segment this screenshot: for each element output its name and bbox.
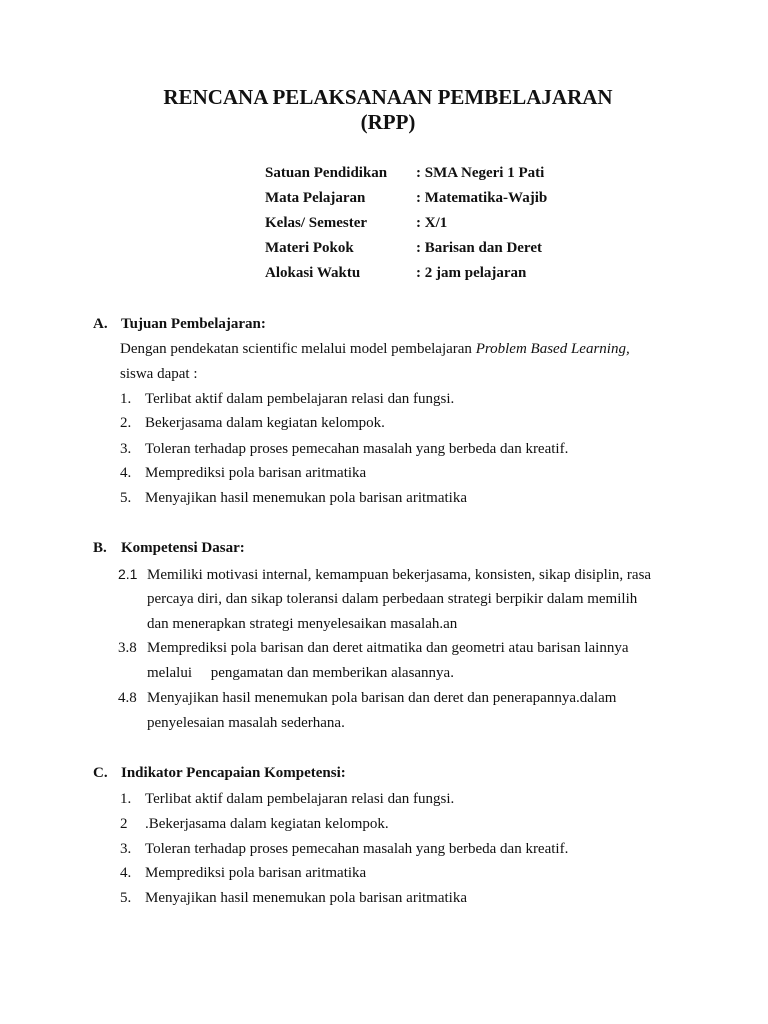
list-item: [120, 862, 366, 884]
section-a-intro-line2: siswa dapat :: [120, 366, 198, 382]
list-item: [120, 412, 385, 434]
list-number: 4.: [120, 865, 132, 881]
list-item: [120, 887, 467, 909]
info-value: : Matematika-Wajib: [416, 190, 548, 206]
section-a-intro: [120, 338, 630, 360]
kd-text-continued: percaya diri, dan sikap toleransi dalam perbedaan strategi berpikir dalam memilih: [147, 591, 638, 607]
kd-text: Memprediksi pola barisan dan deret aitmatika dan geometri atau barisan lainnya: [147, 640, 629, 656]
list-text: Terlibat aktif dalam pembelajaran relasi dan fungsi.: [145, 791, 455, 807]
list-item: [120, 438, 568, 460]
list-number: 3.: [120, 441, 132, 457]
list-text: Terlibat aktif dalam pembelajaran relasi dan fungsi.: [145, 391, 455, 407]
list-text: Toleran terhadap proses pemecahan masalah yang berbeda dan kreatif.: [145, 441, 569, 457]
info-value: : Barisan dan Deret: [416, 240, 542, 256]
section-c-heading: [93, 762, 346, 784]
info-value: : 2 jam pelajaran: [416, 265, 527, 281]
list-number: 5.: [120, 890, 132, 906]
kd-number: 4.8: [118, 690, 137, 706]
list-text: Menyajikan hasil menemukan pola barisan aritmatika: [145, 490, 467, 506]
info-label: Satuan Pendidikan: [265, 165, 388, 181]
list-text: Bekerjasama dalam kegiatan kelompok.: [145, 415, 385, 431]
section-letter: A.: [93, 316, 108, 332]
kd-item: [118, 563, 651, 586]
list-text: Menyajikan hasil menemukan pola barisan aritmatika: [145, 890, 467, 906]
info-label: Kelas/ Semester: [265, 215, 368, 231]
kd-text-continued: penyelesaian masalah sederhana.: [147, 715, 345, 731]
section-title: Kompetensi Dasar:: [121, 540, 245, 556]
info-value: : X/1: [416, 215, 448, 231]
kd-text: Memiliki motivasi internal, kemampuan bekerjasama, konsisten, sikap disiplin, rasa: [147, 567, 652, 583]
info-label: Mata Pelajaran: [265, 190, 366, 206]
list-text: Memprediksi pola barisan aritmatika: [145, 865, 367, 881]
list-number: 3.: [120, 841, 132, 857]
section-letter: B.: [93, 540, 107, 556]
intro-text: Dengan pendekatan scientific melalui model pembelajaran: [120, 341, 476, 357]
list-number: 2: [120, 816, 128, 832]
section-title: Indikator Pencapaian Kompetensi:: [121, 765, 346, 781]
kd-text: Menyajikan hasil menemukan pola barisan dan deret dan penerapannya.dalam: [147, 690, 617, 706]
list-text: Memprediksi pola barisan aritmatika: [145, 465, 367, 481]
section-title: Tujuan Pembelajaran:: [121, 316, 266, 332]
kd-text-continued: dan menerapkan strategi menyelesaikan masalah.an: [147, 616, 458, 632]
list-number: 4.: [120, 465, 132, 481]
kd-number: 2.1: [118, 566, 138, 582]
section-letter: C.: [93, 765, 108, 781]
kd-item: [118, 637, 629, 659]
intro-italic: Problem Based Learning,: [475, 341, 630, 357]
list-item: [120, 813, 389, 835]
list-number: 1.: [120, 391, 132, 407]
list-number: 2.: [120, 415, 132, 431]
document-subtitle: (RPP): [360, 110, 416, 134]
list-number: 5.: [120, 490, 132, 506]
info-label: Materi Pokok: [265, 240, 354, 256]
list-number: 1.: [120, 791, 132, 807]
list-item: [120, 788, 454, 810]
section-a-heading: [93, 313, 266, 335]
list-item: [120, 838, 568, 860]
section-b-heading: [93, 537, 245, 559]
info-value: : SMA Negeri 1 Pati: [416, 165, 545, 181]
kd-number: 3.8: [118, 640, 137, 656]
document-title: RENCANA PELAKSANAAN PEMBELAJARAN: [163, 85, 613, 109]
list-item: [120, 462, 366, 484]
list-item: [120, 487, 467, 509]
list-text: .Bekerjasama dalam kegiatan kelompok.: [145, 816, 389, 832]
kd-item: [118, 687, 616, 709]
list-text: Toleran terhadap proses pemecahan masalah yang berbeda dan kreatif.: [145, 841, 569, 857]
list-item: [120, 388, 454, 410]
kd-text-continued: melalui pengamatan dan memberikan alasannya.: [147, 665, 454, 681]
info-label: Alokasi Waktu: [265, 265, 361, 281]
